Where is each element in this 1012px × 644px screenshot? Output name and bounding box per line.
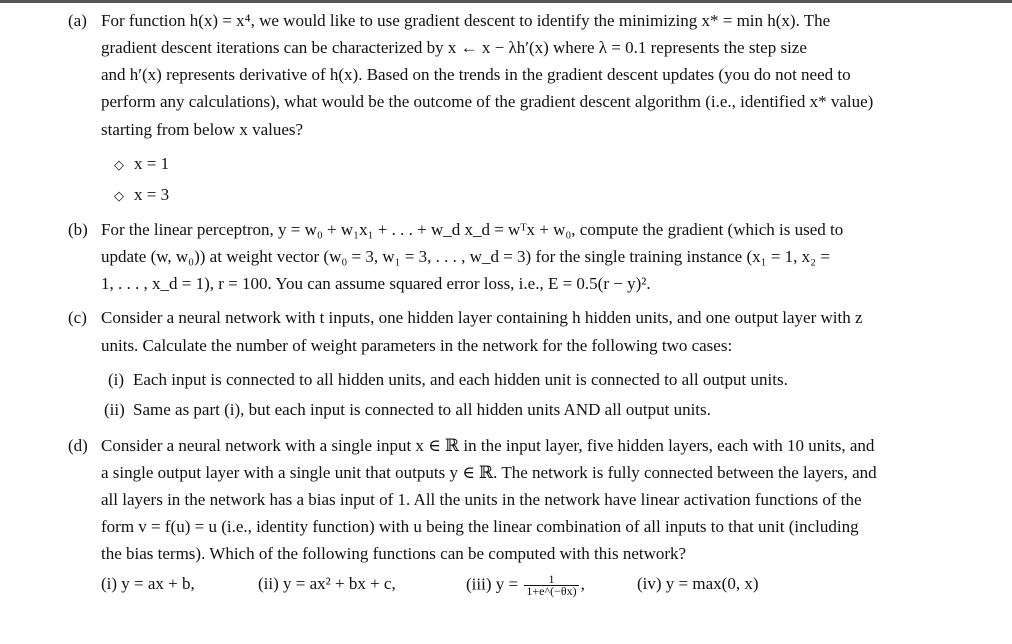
top-rule (0, 0, 1012, 3)
question-d-line-5: the bias terms). Which of the following functions can be computed with this network? (101, 544, 687, 563)
question-d-label: (d) (68, 436, 88, 455)
question-c-sub-i-num: (i) (108, 370, 125, 389)
question-a-line-4: perform any calculations), what would be the outcome of the gradient descent algorithm (i.e., identified x* value) (101, 92, 874, 111)
question-d-line-3: all layers in the network has a bias input of 1. All the units in the network have linear activation functions of the (101, 490, 862, 509)
question-a-line-2: gradient descent iterations can be characterized by x ← x − λh′(x) where λ = 0.1 represents the step size (101, 38, 807, 57)
option-iii-prefix: (iii) y = (466, 574, 519, 594)
option-iii-fraction (524, 574, 578, 597)
question-b-line-1: For the linear perceptron, y = w₀ + w₁x₁ + . . . + w_d x_d = wᵀx + w₀, compute the gradient (which is used to (101, 220, 844, 239)
option-ii: (ii) y = ax² + bx + c, (258, 574, 396, 593)
question-b-line-2: update (w, w₀)) at weight vector (w₀ = 3, w₁ = 3, . . . , w_d = 3) for the single training instance (x₁ = 1, x₂ = (101, 247, 830, 266)
option-iii-suffix: , (580, 574, 585, 594)
question-a-line-5: starting from below x values? (101, 120, 304, 139)
option-iii-denominator: 1+e^(−θx) (526, 584, 577, 598)
question-b-line-3: 1, . . . , x_d = 1), r = 100. You can assume squared error loss, i.e., E = 0.5(r − y)². (101, 274, 651, 293)
option-iii (466, 574, 585, 597)
question-c-line-2: units. Calculate the number of weight parameters in the network for the following two cases: (101, 336, 733, 355)
question-d-line-1: Consider a neural network with a single input x ∈ ℝ in the input layer, five hidden layers, each with 10 units, and (101, 436, 875, 455)
diamond-bullet-icon: ◇ (114, 188, 124, 203)
question-b-label: (b) (68, 220, 88, 239)
question-c-sub-i-text: Each input is connected to all hidden units, and each hidden unit is connected to all output units. (133, 370, 788, 389)
question-a-bullet-2: ◇ x = 3 (114, 185, 170, 204)
option-iv: (iv) y = max(0, x) (637, 574, 759, 593)
question-c-line-1: Consider a neural network with t inputs, one hidden layer containing h hidden units, and one output layer with z (101, 308, 863, 327)
option-i: (i) y = ax + b, (101, 574, 195, 593)
question-a-line-3: and h′(x) represents derivative of h(x). Based on the trends in the gradient descent updates (you do not need to (101, 65, 851, 84)
diamond-bullet-icon: ◇ (114, 157, 124, 172)
question-d-line-2: a single output layer with a single unit that outputs y ∈ ℝ. The network is fully connected between the layers, and (101, 463, 877, 482)
question-c-sub-ii-text: Same as part (i), but each input is connected to all hidden units AND all output units. (133, 400, 711, 419)
question-d-line-4: form v = f(u) = u (i.e., identity function) with u being the linear combination of all inputs to that unit (including (101, 517, 859, 536)
question-a-bullet-1: ◇ x = 1 (114, 154, 170, 173)
question-c-sub-ii-num: (ii) (104, 400, 125, 419)
option-iii-numerator: 1 (524, 574, 578, 586)
question-a-line-1: For function h(x) = x⁴, we would like to use gradient descent to identify the minimizing x* = min h(x). The (101, 11, 831, 30)
question-a-label: (a) (68, 11, 87, 30)
question-c-label: (c) (68, 308, 87, 327)
